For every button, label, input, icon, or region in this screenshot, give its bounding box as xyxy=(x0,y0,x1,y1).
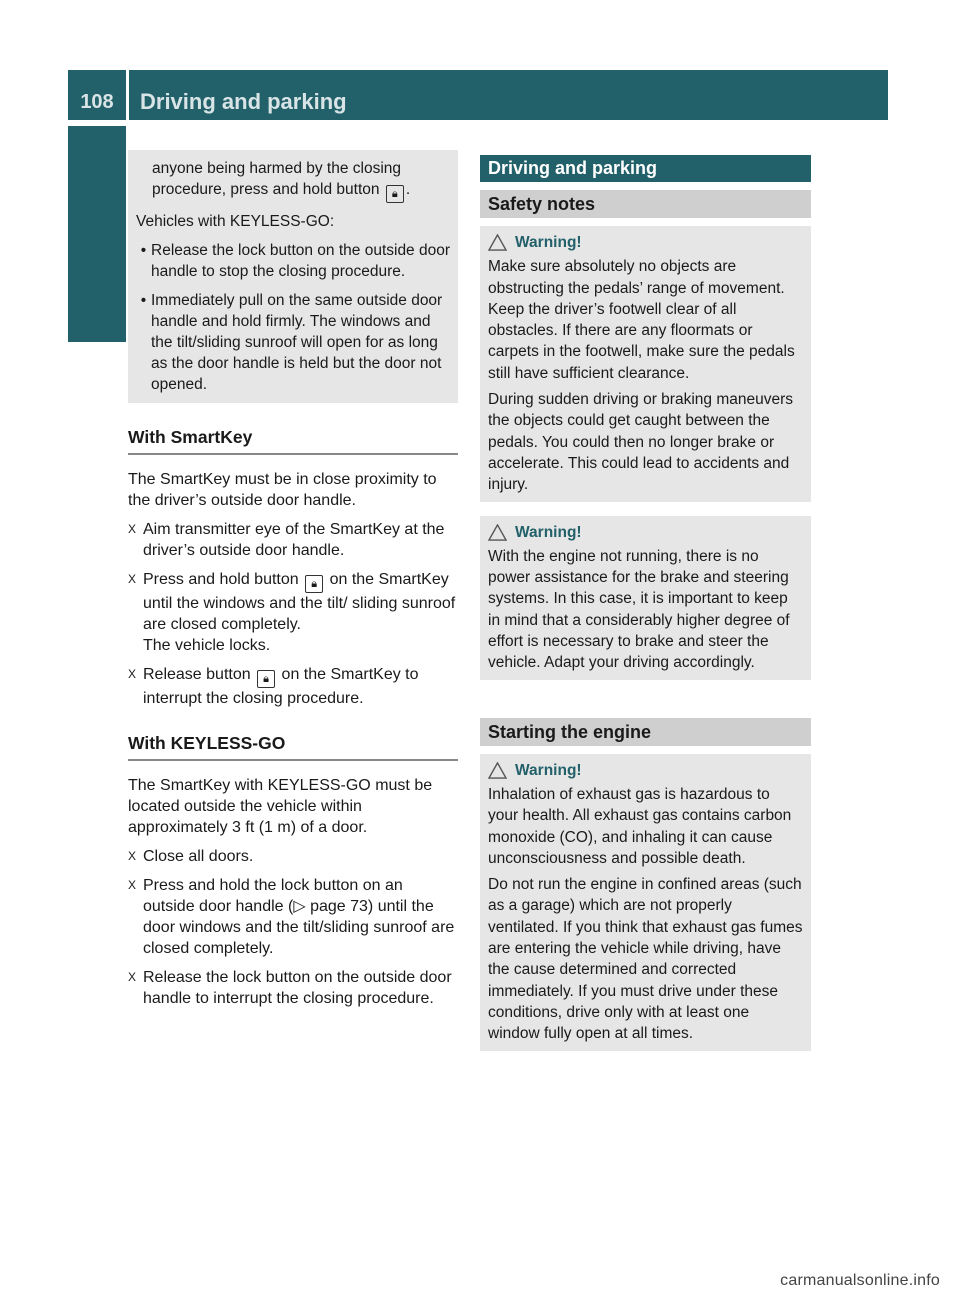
intro-box xyxy=(128,150,458,403)
step-marker-icon: X xyxy=(128,522,137,536)
intro-line xyxy=(136,158,450,203)
step-text-c: The vehicle locks. xyxy=(143,637,271,654)
intro-text: anyone being harmed by the closing procedure, press and hold button xyxy=(152,160,402,198)
bullet-text: Release the lock button on the outside door handle to stop the closing procedure. xyxy=(151,242,451,280)
step-text xyxy=(143,569,458,656)
warning-text: Make sure absolutely no objects are obstructing the pedals’ range of movement. Keep the driver’s footwell clear of all obstacles. If there are any floormats or carpets in the footwell, make sure the pedals still have sufficient clearance. xyxy=(488,258,795,382)
keyless-body: The SmartKey with KEYLESS-GO must be located outside the vehicle within approximately 3 ft (1 m) of a door. xyxy=(128,777,433,836)
page-number: 108 xyxy=(80,91,114,113)
step-item xyxy=(128,875,458,959)
step-item xyxy=(128,664,458,709)
smartkey-heading: With SmartKey xyxy=(128,427,458,455)
lock-icon: 🔒︎ xyxy=(386,185,404,203)
step-item xyxy=(128,846,458,867)
step-marker-icon: X xyxy=(128,572,137,586)
step-text: Release the lock button on the outside door handle to interrupt the closing procedure. xyxy=(143,969,452,1007)
warning-header xyxy=(488,522,803,543)
step-marker-icon: X xyxy=(128,667,137,681)
header-separator xyxy=(126,70,129,120)
warning-label: Warning! xyxy=(515,523,582,541)
right-column xyxy=(480,155,811,1051)
side-label: Controls in detail xyxy=(85,160,108,332)
warning-text: Inhalation of exhaust gas is hazardous to your health. All exhaust gas contains carbon monoxide (CO), and inhaling it can cause unconsciousness and possible death. xyxy=(488,785,792,867)
step-text: Close all doors. xyxy=(143,848,254,865)
warning-header xyxy=(488,760,803,781)
step-marker-icon: X xyxy=(128,970,137,984)
step-text: Aim transmitter eye of the SmartKey at the driver’s outside door handle. xyxy=(143,521,445,559)
warning-icon xyxy=(488,762,507,779)
step-text-b: on the SmartKey to interrupt the closing procedure. xyxy=(143,666,419,707)
section-title: Driving and parking xyxy=(480,155,811,182)
step-item xyxy=(128,967,458,1009)
step-item xyxy=(128,519,458,561)
warning-text: Do not run the engine in confined areas (such as a garage) which are not properly ventilated. If you think that exhaust gas fumes are entering the vehicle while driving, have the cause determined and corrected immediately. If you must drive under these conditions, drive only with at least one window fully open at all times. xyxy=(488,876,803,1043)
safety-notes-title: Safety notes xyxy=(480,190,811,218)
keyless-heading: With KEYLESS-GO xyxy=(128,733,458,761)
lock-icon: 🔒︎ xyxy=(305,575,323,593)
warning-label: Warning! xyxy=(515,761,582,779)
warning-icon xyxy=(488,524,507,541)
page-title: Driving and parking xyxy=(140,89,347,114)
warning-header xyxy=(488,232,803,253)
watermark: carmanualsonline.info xyxy=(780,1272,940,1289)
step-text xyxy=(143,664,458,709)
step-text-b: on the SmartKey until the windows and the tilt/ sliding sunroof are closed completely. xyxy=(143,571,456,633)
warning-label: Warning! xyxy=(515,234,582,251)
warning-box xyxy=(480,226,811,502)
step-item xyxy=(128,569,458,656)
list-item xyxy=(136,290,450,395)
list-item xyxy=(136,240,450,282)
bullet-icon: • xyxy=(140,242,147,259)
warning-box xyxy=(480,754,811,1051)
step-marker-icon: X xyxy=(128,849,137,863)
keyless-label: Vehicles with KEYLESS-GO: xyxy=(136,213,335,230)
left-column xyxy=(128,150,458,1009)
step-text-a: Press and hold button xyxy=(143,571,299,588)
smartkey-body: The SmartKey must be in close proximity to the driver’s outside door handle. xyxy=(128,471,437,509)
intro-end: . xyxy=(405,181,411,198)
step-text: Press and hold the lock button on an outside door handle (▷ page 73) until the door windows and the tilt/sliding sunroof are closed completely. xyxy=(143,877,455,957)
step-text-a: Release button xyxy=(143,666,251,683)
warning-icon xyxy=(488,234,507,251)
warning-text: During sudden driving or braking maneuvers the objects could get caught between the pedals. You could then no longer brake or accelerate. This could lead to accidents and injury. xyxy=(488,391,793,494)
starting-engine-title: Starting the engine xyxy=(480,718,811,746)
step-marker-icon: X xyxy=(128,878,137,892)
bullet-icon: • xyxy=(140,292,147,309)
lock-icon: 🔒︎ xyxy=(257,670,275,688)
warning-box xyxy=(480,516,811,680)
bullet-text: Immediately pull on the same outside door handle and hold firmly. The windows and the tilt/sliding sunroof will open for as long as the door handle is held but the door not opened. xyxy=(151,292,443,393)
warning-text: With the engine not running, there is no power assistance for the brake and steering systems. In this case, it is important to keep in mind that a considerably higher degree of effort is necessary to brake and steer the vehicle. Adapt your driving accordingly. xyxy=(488,547,790,672)
